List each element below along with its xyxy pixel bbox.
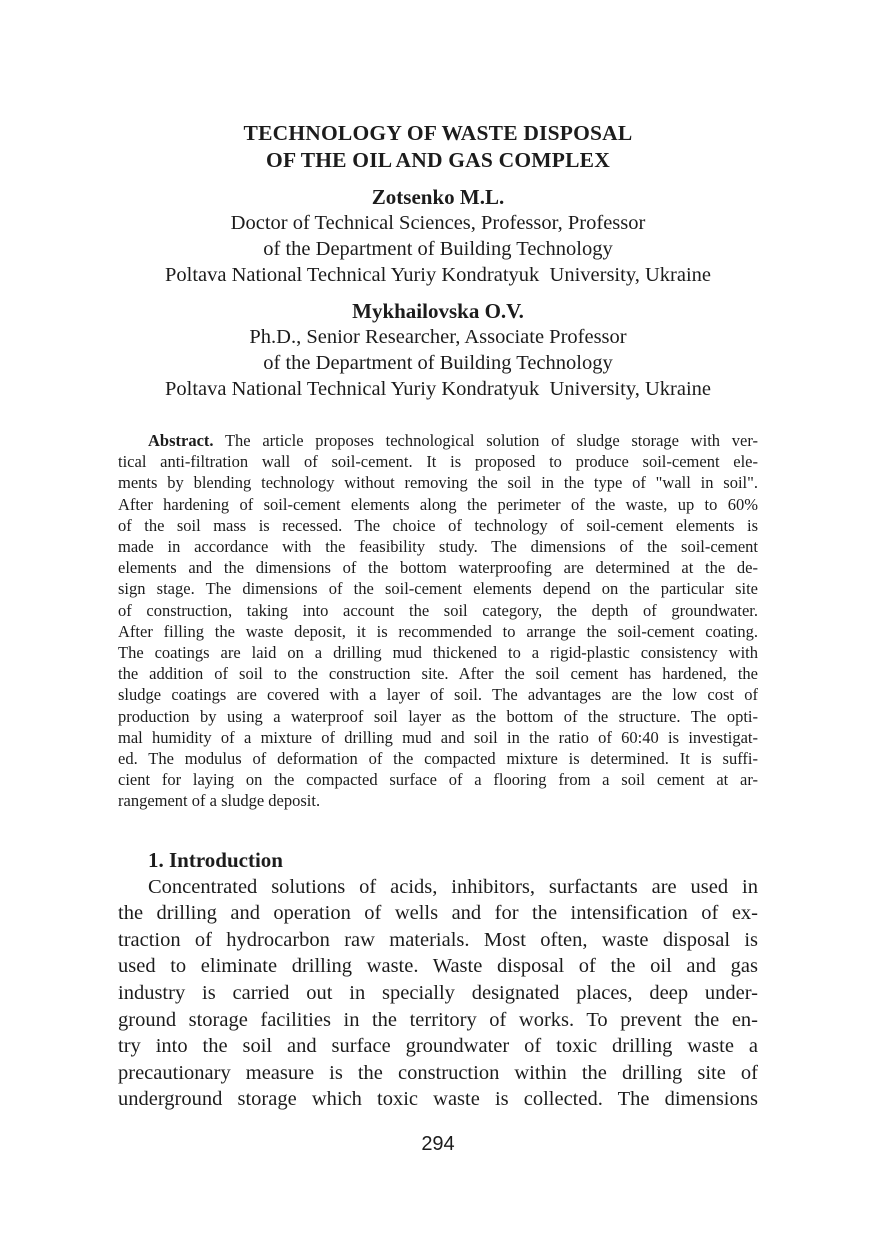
text-line: Doctor of Technical Sciences, Professor, Professor	[230, 212, 646, 234]
text-line: the drilling and operation of wells and for the intensification of ex-	[118, 902, 758, 925]
text-line: underground storage which toxic waste is collected. The dimensions	[118, 1088, 758, 1111]
text-line: ed. The modulus of deformation of the compacted mixture is determined. It is suffi-	[118, 749, 758, 769]
text-line: precautionary measure is the construction within the drilling site of	[118, 1061, 758, 1084]
text-line: industry is carried out in specially designated places, deep under-	[118, 982, 758, 1005]
author-name: Mykhailovska O.V.	[352, 299, 524, 323]
text-line: of the soil mass is recessed. The choice of technology of soil-cement elements is	[118, 515, 758, 535]
author-affiliation	[118, 210, 758, 288]
text-line: mal humidity of a mixture of drilling mud and soil in the ratio of 60:40 is investigat-	[118, 727, 758, 747]
text-line: After hardening of soil-cement elements along the perimeter of the waste, up to 60%	[118, 494, 758, 514]
text-line: The coatings are laid on a drilling mud thickened to a rigid-plastic consistency with	[118, 643, 758, 663]
text-line: production by using a waterproof soil layer as the bottom of the structure. The opti-	[118, 706, 758, 726]
title-line-2: OF THE OIL AND GAS COMPLEX	[266, 148, 610, 172]
paper-title	[118, 120, 758, 174]
author-block-2	[118, 298, 758, 402]
title-line-1: TECHNOLOGY OF WASTE DISPOSAL	[243, 121, 633, 145]
author-block-1	[118, 184, 758, 288]
text-line: of the Department of Building Technology	[263, 238, 613, 260]
abstract-first-line	[118, 430, 758, 451]
text-line: ments by blending technology without removing the soil in the type of "wall in soil".	[118, 473, 758, 493]
text-line: elements and the dimensions of the bottom waterproofing are determined at the de-	[118, 558, 758, 578]
author-name: Zotsenko M.L.	[371, 185, 505, 209]
text-line: rangement of a sludge deposit.	[118, 791, 321, 811]
text-line: the addition of soil to the construction site. After the soil cement has hardened, the	[118, 664, 758, 684]
abstract-first-line-text: The article proposes technological solution of sludge storage with ver-	[213, 431, 758, 450]
text-line: traction of hydrocarbon raw materials. Most often, waste disposal is	[118, 928, 758, 951]
text-line: sludge coatings are covered with a layer of soil. The advantages are the low cost of	[118, 685, 758, 705]
abstract-body	[118, 451, 758, 811]
text-line: of construction, taking into account the soil category, the depth of groundwater.	[118, 600, 758, 620]
text-line: sign stage. The dimensions of the soil-cement elements depend on the particular site	[118, 579, 758, 599]
text-line: Poltava National Technical Yuriy Kondratyuk University, Ukraine	[164, 264, 712, 286]
text-line: After filling the waste deposit, it is recommended to arrange the soil-cement coating.	[118, 621, 758, 641]
text-line: Poltava National Technical Yuriy Kondratyuk University, Ukraine	[164, 378, 712, 400]
text-line: ground storage facilities in the territory of works. To prevent the en-	[118, 1008, 758, 1031]
text-line: tical anti-filtration wall of soil-cement. It is proposed to produce soil-cement ele-	[118, 452, 758, 472]
text-line: used to eliminate drilling waste. Waste disposal of the oil and gas	[118, 955, 758, 978]
abstract-label: Abstract.	[148, 431, 214, 450]
page-number: 294	[421, 1133, 455, 1155]
section-heading: 1. Introduction	[148, 847, 283, 872]
abstract	[118, 430, 758, 812]
text-line: Concentrated solutions of acids, inhibitors, surfactants are used in	[148, 875, 758, 898]
text-line: try into the soil and surface groundwater of toxic drilling waste a	[118, 1035, 758, 1058]
text-line: cient for laying on the compacted surface of a flooring from a soil cement at ar-	[118, 770, 758, 790]
introduction-paragraph	[118, 874, 758, 1113]
text-line: made in accordance with the feasibility study. The dimensions of the soil-cement	[118, 537, 758, 557]
author-affiliation	[118, 324, 758, 402]
text-line: of the Department of Building Technology	[263, 352, 613, 374]
text-line: Ph.D., Senior Researcher, Associate Professor	[249, 326, 627, 348]
page-content	[118, 0, 758, 1157]
